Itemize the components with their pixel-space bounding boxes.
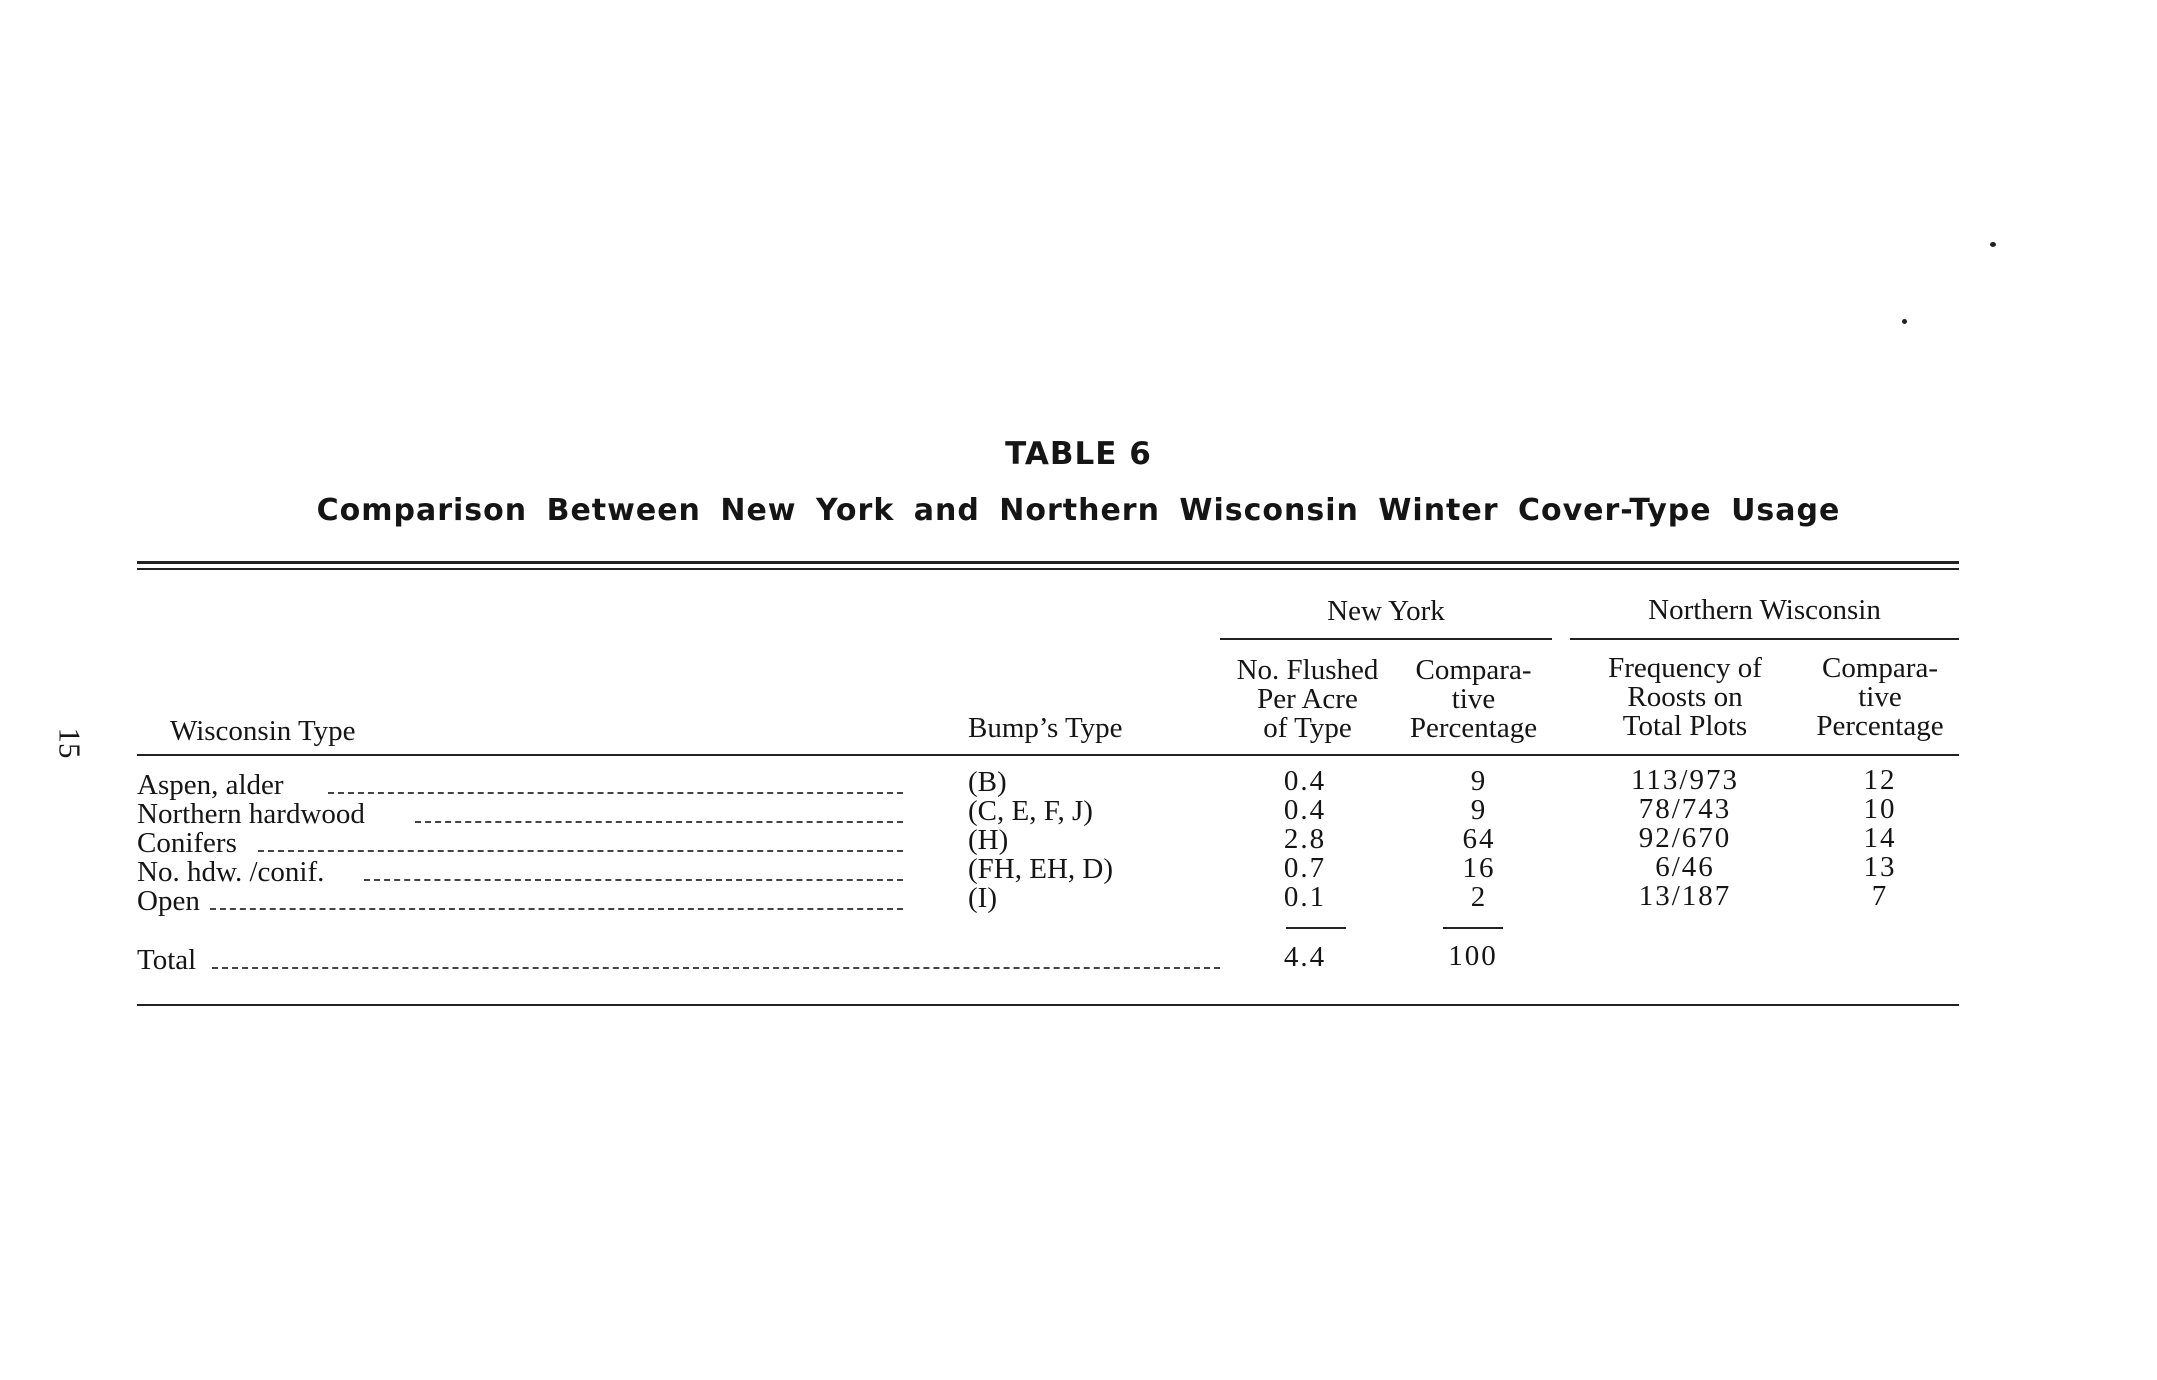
header-northern-wisconsin [1570,596,1959,625]
row-leader [415,821,903,823]
row-ny-percentage: 64 [1462,823,1496,855]
row-frequency: 113/973 [1631,764,1739,796]
row-flushed: 2.8 [1283,823,1327,855]
header-bumps-type: Bump’s Type [968,712,1123,744]
row-nw-percentage: 12 [1863,764,1897,796]
header-frequency-line-2: Roosts on [1627,681,1743,713]
header-nw-percentage [1800,654,1960,741]
total-label: Total [137,944,197,976]
total-leader [212,967,1220,969]
row-bumps-type: (I) [968,882,997,914]
row-wisconsin-type: Open [137,885,200,917]
row-ny-percentage: 9 [1470,794,1488,826]
row-leader [364,879,903,881]
row-bumps-type: (FH, EH, D) [968,853,1113,885]
header-new-york-label: New York [1327,595,1445,627]
header-nw-percentage-line-3: Percentage [1816,710,1944,742]
row-flushed: 0.4 [1283,765,1327,797]
row-nw-percentage: 14 [1863,822,1897,854]
row-bumps-type: (H) [968,824,1009,856]
row-wisconsin-type: Conifers [137,827,237,859]
header-ny-percentage [1395,656,1552,743]
top-rule-inner [137,568,1959,570]
header-frequency-line-3: Total Plots [1622,710,1748,742]
row-frequency: 6/46 [1655,851,1715,883]
total-ny-percentage: 100 [1448,940,1498,972]
row-flushed: 0.4 [1283,794,1327,826]
row-leader [210,908,903,910]
row-wisconsin-type: No. hdw. /conif. [137,856,325,888]
row-frequency: 92/670 [1638,822,1732,854]
page-number: 15 [52,727,88,759]
row-flushed: 0.7 [1283,852,1327,884]
northern-wisconsin-span-rule [1570,638,1959,640]
top-rule [137,561,1959,564]
header-flushed-line-1: No. Flushed [1236,654,1379,686]
header-ny-percentage-line-2: tive [1451,683,1496,715]
header-wisconsin-type: Wisconsin Type [170,715,356,747]
table-label: TABLE 6 [1005,436,1152,472]
header-bottom-rule [137,754,1959,756]
row-ny-percentage: 2 [1470,881,1488,913]
subtotal-rule-percentage [1443,927,1503,929]
row-nw-percentage: 7 [1871,880,1889,912]
header-new-york [1220,597,1552,626]
new-york-span-rule [1220,638,1552,640]
row-frequency: 78/743 [1638,793,1732,825]
row-frequency: 13/187 [1638,880,1732,912]
row-nw-percentage: 10 [1863,793,1897,825]
header-frequency-line-1: Frequency of [1608,652,1762,684]
header-nw-percentage-line-1: Compara- [1822,652,1938,684]
bottom-rule [137,1004,1959,1006]
scan-speck [1990,242,1996,247]
subtotal-rule-flushed [1286,927,1346,929]
row-leader [328,792,903,794]
row-ny-percentage: 9 [1470,765,1488,797]
total-flushed: 4.4 [1283,941,1327,973]
row-leader [258,850,903,852]
scan-speck [1902,319,1907,324]
table-caption: Comparison Between New York and Northern Wisconsin Winter Cover-Type Usage [316,493,1841,528]
header-flushed [1220,656,1395,743]
row-flushed: 0.1 [1283,881,1327,913]
row-bumps-type: (B) [968,766,1007,798]
header-nw-percentage-line-2: tive [1858,681,1902,713]
header-flushed-line-3: of Type [1263,712,1352,744]
header-frequency [1585,654,1785,741]
row-nw-percentage: 13 [1863,851,1897,883]
header-ny-percentage-line-3: Percentage [1409,712,1538,744]
row-wisconsin-type: Aspen, alder [137,769,284,801]
header-northern-wisconsin-label: Northern Wisconsin [1648,594,1881,626]
row-bumps-type: (C, E, F, J) [968,795,1093,827]
header-flushed-line-2: Per Acre [1257,683,1358,715]
row-ny-percentage: 16 [1462,852,1496,884]
row-wisconsin-type: Northern hardwood [137,798,365,830]
header-ny-percentage-line-1: Compara- [1415,654,1532,686]
